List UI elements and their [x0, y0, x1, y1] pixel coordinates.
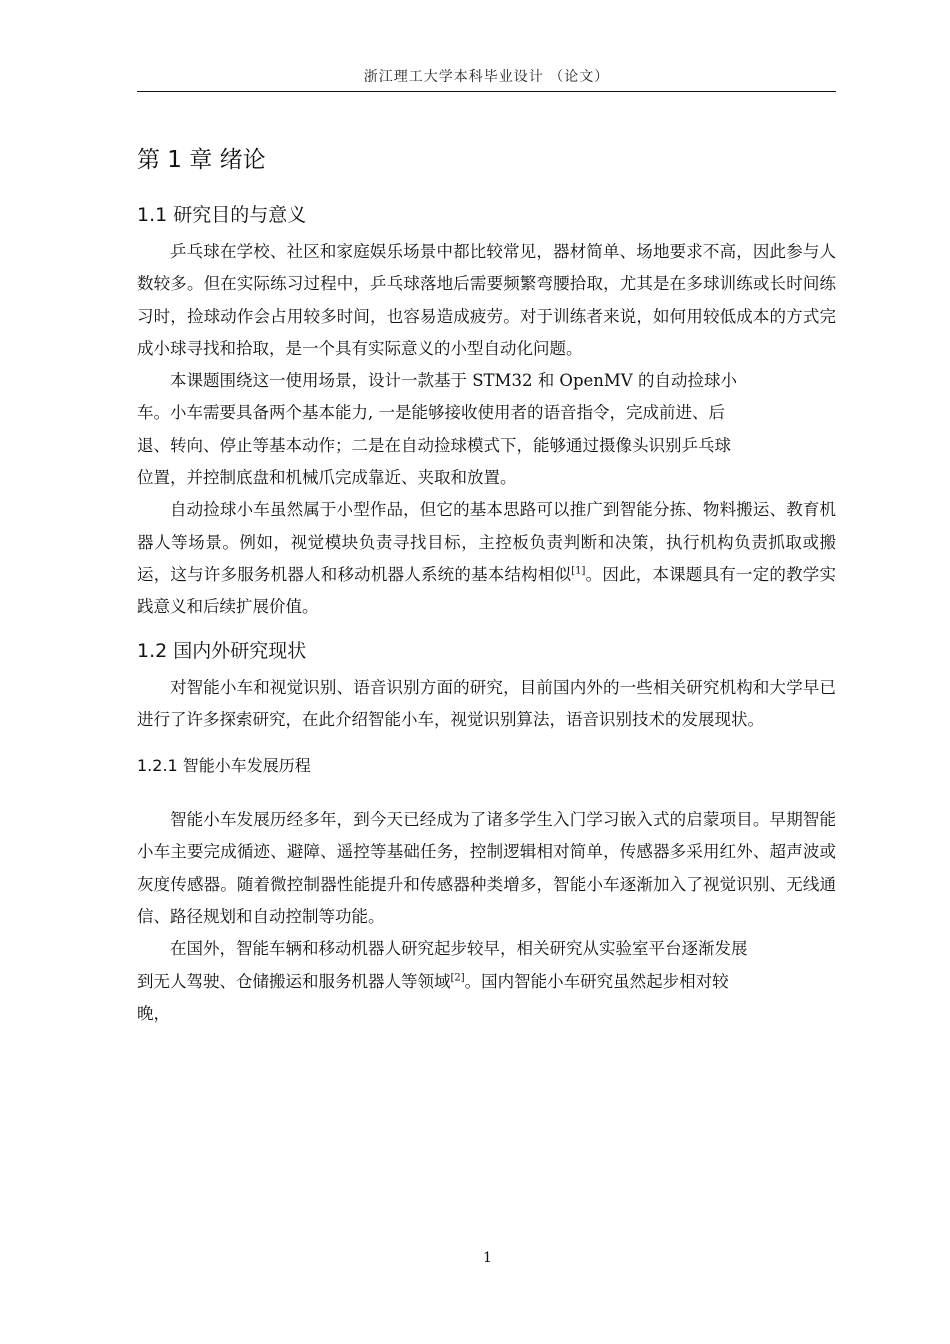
paragraph-1-1-2: [137, 365, 836, 494]
subsection-title-1-2-1: 1.2.1 智能小车发展历程: [137, 756, 311, 776]
paragraph-1-2-1-1: 智能小车发展历经多年，到今天已经成为了诸多学生入门学习嵌入式的启蒙项目。早期智能小车主要完成循迹、避障、遥控等基础任务，控制逻辑相对简单，传感器多采用红外、超声波或灰度传感器。随着微控制器性能提升和传感器种类增多，智能小车逐渐加入了视觉识别、无线通信、路径规划和自动控制等功能。: [137, 810, 836, 927]
paragraph-1-1-3-tail: 。因此，本课题具有一定的教学实践意义和后续扩展价值。: [137, 564, 836, 617]
section-title-1-2: 1.2 国内外研究现状: [137, 639, 307, 662]
paragraph-1-2-1-2: [137, 933, 836, 1030]
paragraph-1-1-2-line1: 本课题围绕这一使用场景，设计一款基于 STM32 和 OpenMV 的自动捡球小: [170, 371, 737, 391]
paragraph-1-2-1-2-line1: 在国外，智能车辆和移动机器人研究起步较早，相关研究从实验室平台逐渐发展: [170, 939, 748, 959]
section-title-1-1: 1.1 研究目的与意义: [137, 204, 307, 226]
citation-ref-2: [2]: [450, 972, 465, 984]
citation-ref-1: [1]: [571, 565, 586, 577]
paragraph-1-2-1: 对智能小车和视觉识别、语音识别方面的研究，目前国内外的一些相关研究机构和大学早已进行了许多探索研究，在此介绍智能小车，视觉识别算法，语音识别技术的发展现状。: [137, 677, 836, 729]
paragraph-1-1-2-line4: 位置，并控制底盘和机械爪完成靠近、夹取和放置。: [137, 468, 517, 488]
paragraph-1-1-2-line2: 车。小车需要具备两个基本能力, 一是能够接收使用者的语音指令，完成前进、后: [137, 403, 725, 423]
paragraph-1-1-2-line3: 退、转向、停止等基本动作；二是在自动捡球模式下，能够通过摄像头识别乒乓球: [137, 435, 731, 455]
paragraph-1-1-1: 乒乓球在学校、社区和家庭娱乐场景中都比较常见，器材简单、场地要求不高，因此参与人数较多。但在实际练习过程中，乒乓球落地后需要频繁弯腰拾取，尤其是在多球训练或长时间练习时，捡球动作会占用较多时间，也容易造成疲劳。对于训练者来说，如何用较低成本的方式完成小球寻找和拾取，是一个具有实际意义的小型自动化问题。: [137, 242, 836, 358]
paragraph-1-2-1-2-line2-tail: 。国内智能小车研究虽然起步相对较: [464, 971, 729, 991]
paragraph-1-2-1-2-line3: 晚，: [137, 1003, 170, 1023]
page-content: [137, 130, 836, 1030]
paragraph-1-1-3-text: 自动捡球小车虽然属于小型作品，但它的基本思路可以推广到智能分拣、物料搬运、教育机器人等场景。例如，视觉模块负责寻找目标，主控板负责判断和决策，执行机构负责抓取或搬运，这与许多服务机器人和移动机器人系统的基本结构相似: [137, 500, 836, 584]
paragraph-1-2-1-2-line2: 到无人驾驶、仓储搬运和服务机器人等领域: [137, 971, 451, 991]
paragraph-1-1-3: [137, 494, 836, 623]
chapter-title: 第 1 章 绪论: [137, 147, 266, 173]
header-rule: [137, 91, 836, 92]
page-number: 1: [483, 1250, 492, 1266]
running-header: 浙江理工大学本科毕业设计 （论文）: [363, 69, 610, 85]
